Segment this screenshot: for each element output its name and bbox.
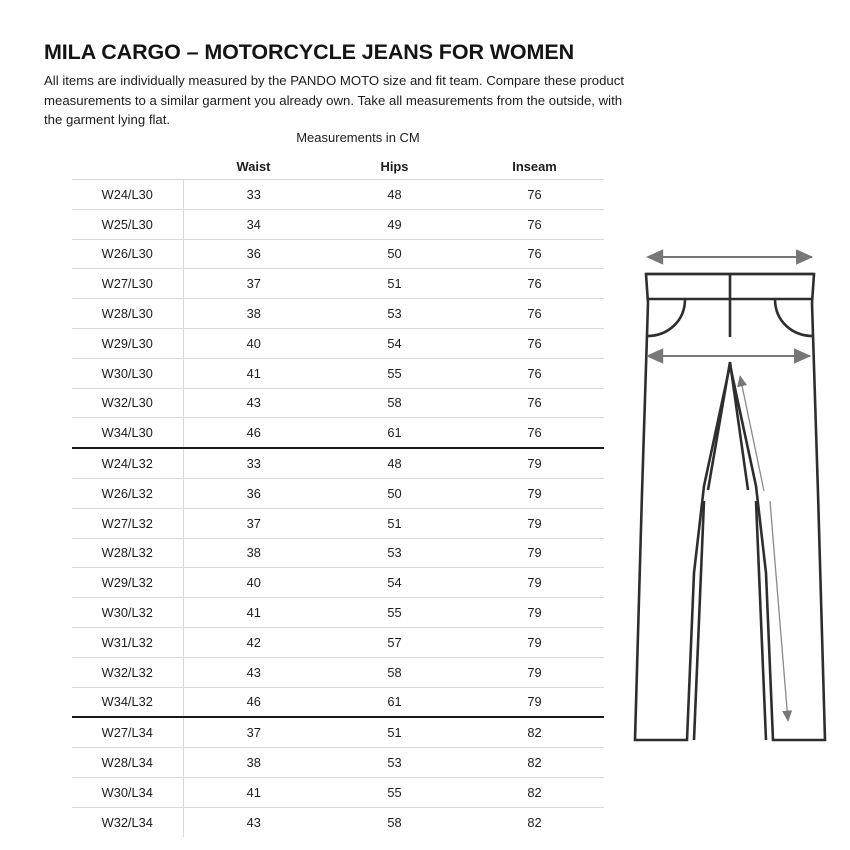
cell-hips: 53 <box>324 299 465 329</box>
inseam-crotch-seam <box>694 362 766 740</box>
cell-inseam: 76 <box>465 358 604 388</box>
table-row <box>72 627 604 657</box>
cell-size: W34/L32 <box>72 687 183 717</box>
cell-size: W29/L32 <box>72 568 183 598</box>
table-row <box>72 687 604 717</box>
cell-size: W32/L30 <box>72 388 183 418</box>
table-header <box>72 153 604 180</box>
cell-size: W28/L32 <box>72 538 183 568</box>
cell-inseam: 76 <box>465 388 604 418</box>
cell-inseam: 82 <box>465 777 604 807</box>
header <box>44 40 624 130</box>
cell-size: W30/L30 <box>72 358 183 388</box>
cell-waist: 43 <box>246 814 261 830</box>
table-row <box>72 209 604 239</box>
cell-hips: 57 <box>324 627 465 657</box>
cell-hips: 58 <box>324 657 465 687</box>
page-title: MILA CARGO – MOTORCYCLE JEANS FOR WOMEN <box>44 40 575 64</box>
cell-hips: 51 <box>324 717 465 747</box>
table-row <box>72 269 604 299</box>
cell-hips: 61 <box>324 418 465 448</box>
cell-hips: 48 <box>324 180 465 210</box>
cell-inseam: 76 <box>465 180 604 210</box>
cell-size: W30/L32 <box>72 598 183 628</box>
cell-inseam: 76 <box>465 328 604 358</box>
cell-size: W32/L34 <box>72 807 183 836</box>
cell-size: W28/L30 <box>72 299 183 329</box>
cell-waist: 38 <box>183 538 324 568</box>
cell-inseam: 79 <box>465 478 604 508</box>
cell-hips: 53 <box>324 538 465 568</box>
cell-waist: 46 <box>183 418 324 448</box>
cell-size: W34/L30 <box>72 418 183 448</box>
cell-size: W24/L30 <box>72 180 183 210</box>
cell-hips: 61 <box>324 687 465 717</box>
cell-inseam: 76 <box>465 269 604 299</box>
cell-size: W26/L30 <box>72 239 183 269</box>
cell-hips: 50 <box>324 239 465 269</box>
table-header-row <box>72 153 604 180</box>
cell-inseam: 79 <box>465 508 604 538</box>
jeans-outline <box>635 274 825 740</box>
size-chart-table <box>72 153 604 837</box>
cell-size: W25/L30 <box>72 209 183 239</box>
cell-inseam: 82 <box>465 748 604 778</box>
cell-hips: 54 <box>324 328 465 358</box>
cell-waist: 40 <box>183 328 324 358</box>
cell-hips: 53 <box>324 748 465 778</box>
table-row <box>72 568 604 598</box>
cell-size: W31/L32 <box>72 627 183 657</box>
table-row <box>72 180 604 210</box>
cell-hips: 58 <box>387 814 402 830</box>
table-row <box>72 328 604 358</box>
cell-waist: 37 <box>183 508 324 538</box>
table-row <box>72 239 604 269</box>
table-row <box>72 657 604 687</box>
cell-waist: 43 <box>183 388 324 418</box>
cell-waist: 38 <box>183 748 324 778</box>
cell-size: W32/L32 <box>72 657 183 687</box>
cell-waist: 33 <box>183 448 324 478</box>
cell-inseam: 79 <box>465 657 604 687</box>
table-row <box>72 538 604 568</box>
cell-inseam: 79 <box>465 538 604 568</box>
cell-hips: 50 <box>324 478 465 508</box>
size-chart-table-container <box>72 130 604 837</box>
cell-hips: 49 <box>324 209 465 239</box>
column-header-inseam: Inseam <box>512 158 557 174</box>
table-row <box>72 358 604 388</box>
cell-waist: 34 <box>183 209 324 239</box>
cell-size: W26/L32 <box>72 478 183 508</box>
column-header-hips: Hips <box>380 158 409 174</box>
cell-waist: 46 <box>183 687 324 717</box>
table-row <box>72 508 604 538</box>
cell-inseam: 76 <box>465 239 604 269</box>
cell-inseam: 79 <box>465 598 604 628</box>
cell-waist: 41 <box>183 777 324 807</box>
cell-inseam: 82 <box>465 717 604 747</box>
table-row <box>72 299 604 329</box>
table-row <box>72 748 604 778</box>
cell-inseam: 76 <box>465 209 604 239</box>
cell-waist: 43 <box>183 657 324 687</box>
cell-waist: 36 <box>183 239 324 269</box>
cell-hips: 51 <box>324 269 465 299</box>
cell-size: W27/L30 <box>72 269 183 299</box>
cell-waist: 36 <box>183 478 324 508</box>
table-row <box>72 388 604 418</box>
cell-hips: 55 <box>324 598 465 628</box>
cell-hips: 54 <box>324 568 465 598</box>
table-row <box>72 777 604 807</box>
cell-hips: 55 <box>324 358 465 388</box>
column-header-size <box>72 153 183 180</box>
cell-inseam: 76 <box>465 418 604 448</box>
cell-size: W28/L34 <box>72 748 183 778</box>
cell-waist: 42 <box>183 627 324 657</box>
cell-inseam: 82 <box>527 814 542 830</box>
table-row <box>72 418 604 448</box>
cell-hips: 58 <box>324 388 465 418</box>
cell-waist: 38 <box>183 299 324 329</box>
table-row <box>72 598 604 628</box>
table-row <box>72 478 604 508</box>
cell-waist: 37 <box>183 717 324 747</box>
cell-size: W29/L30 <box>72 328 183 358</box>
cell-waist: 37 <box>183 269 324 299</box>
cell-size: W24/L32 <box>72 448 183 478</box>
column-header-waist: Waist <box>236 158 271 174</box>
cell-inseam: 79 <box>465 568 604 598</box>
page-description: All items are individually measured by the PANDO MOTO size and fit team. Compare these product measurements to a similar garment you already own. Take all measurements from the outside, with the garment lying flat. <box>44 73 625 128</box>
cell-waist: 40 <box>183 568 324 598</box>
cell-hips: 55 <box>324 777 465 807</box>
table-row <box>72 448 604 478</box>
cell-waist: 41 <box>183 598 324 628</box>
cell-waist: 33 <box>183 180 324 210</box>
cell-inseam: 79 <box>465 448 604 478</box>
cell-size: W27/L32 <box>72 508 183 538</box>
cell-hips: 48 <box>324 448 465 478</box>
cell-inseam: 79 <box>465 627 604 657</box>
cell-waist: 41 <box>183 358 324 388</box>
cell-inseam: 79 <box>465 687 604 717</box>
table-row <box>72 807 604 836</box>
table-row <box>72 717 604 747</box>
measurement-units-label: Measurements in CM <box>296 130 420 145</box>
cell-inseam: 76 <box>465 299 604 329</box>
cell-size: W27/L34 <box>72 717 183 747</box>
table-body <box>72 180 604 837</box>
cell-size: W30/L34 <box>72 777 183 807</box>
jeans-measurement-diagram <box>620 243 840 763</box>
cell-hips: 51 <box>324 508 465 538</box>
